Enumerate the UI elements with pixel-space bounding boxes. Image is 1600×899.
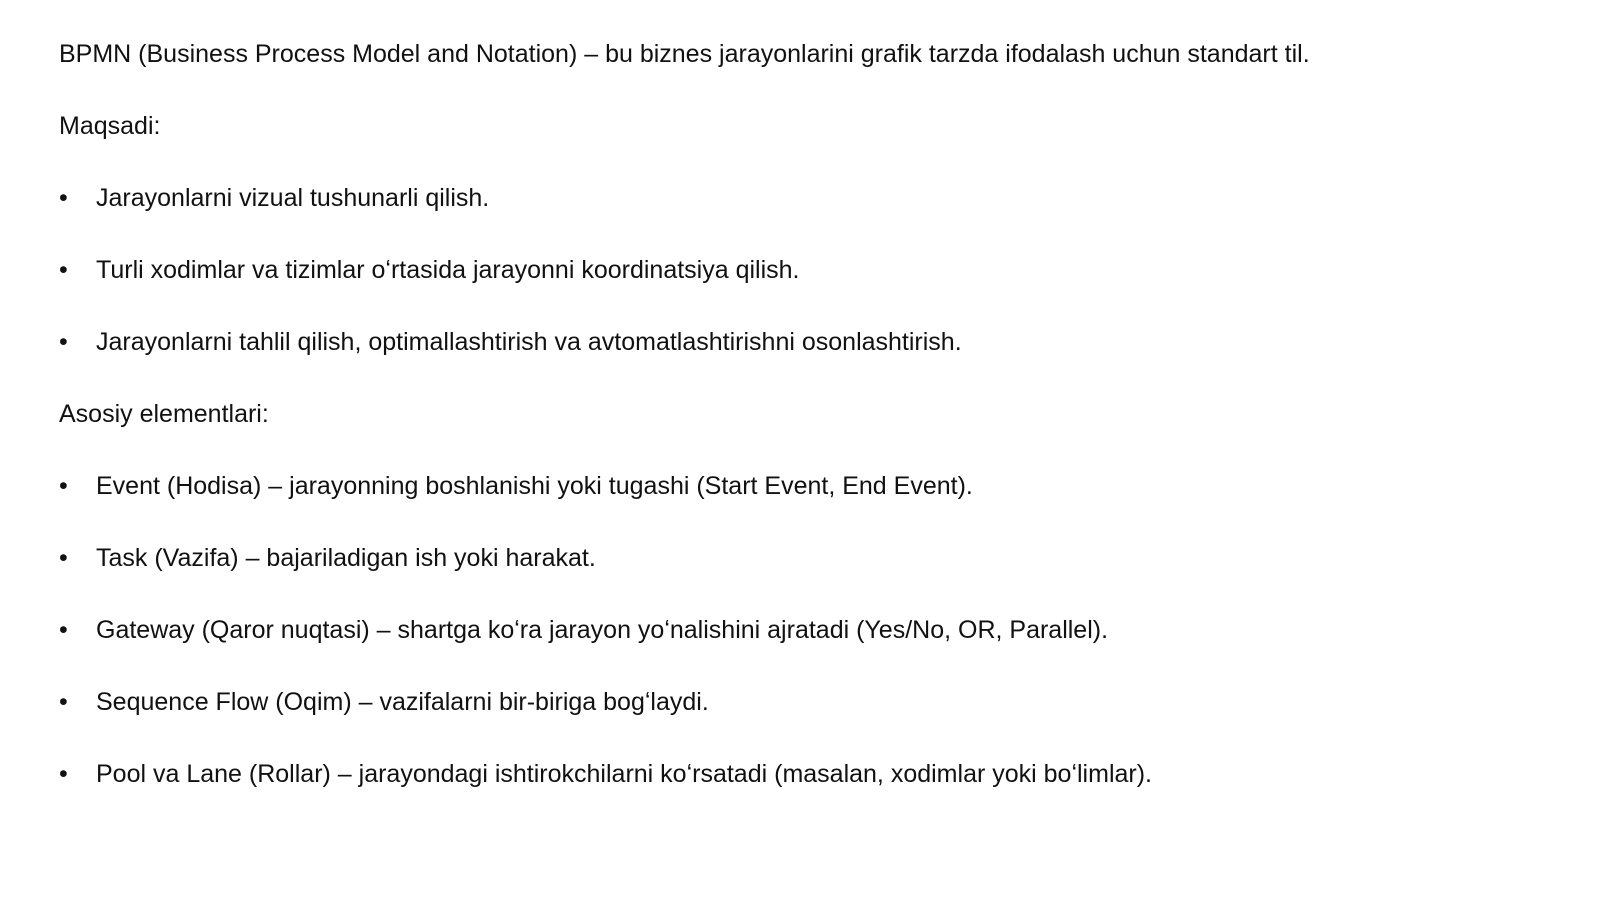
bullet-icon: • xyxy=(59,256,68,284)
goals-item-text: Turli xodimlar va tizimlar oʻrtasida jarayonni koordinatsiya qilish. xyxy=(96,256,800,284)
elements-list-item xyxy=(59,756,1539,792)
intro-paragraph: BPMN (Business Process Model and Notation) – bu biznes jarayonlarini grafik tarzda ifodalash uchun standart til. xyxy=(59,40,1310,68)
goals-list-item xyxy=(59,180,1539,216)
bullet-icon: • xyxy=(59,760,68,788)
elements-item-text: Event (Hodisa) – jarayonning boshlanishi yoki tugashi (Start Event, End Event). xyxy=(96,472,973,500)
elements-list-item xyxy=(59,684,1539,720)
goals-heading: Maqsadi: xyxy=(59,112,161,140)
slide-content xyxy=(59,36,1539,828)
goals-item-text: Jarayonlarni vizual tushunarli qilish. xyxy=(96,184,490,212)
goals-list-item xyxy=(59,252,1539,288)
elements-item-text: Task (Vazifa) – bajariladigan ish yoki harakat. xyxy=(96,544,596,572)
goals-item-text: Jarayonlarni tahlil qilish, optimallashtirish va avtomatlashtirishni osonlashtirish. xyxy=(96,328,962,356)
elements-heading: Asosiy elementlari: xyxy=(59,400,269,428)
bullet-icon: • xyxy=(59,184,68,212)
bullet-icon: • xyxy=(59,616,68,644)
elements-list-item xyxy=(59,612,1539,648)
elements-item-text: Gateway (Qaror nuqtasi) – shartga koʻra jarayon yoʻnalishini ajratadi (Yes/No, OR, Parallel). xyxy=(96,616,1109,644)
elements-item-text: Sequence Flow (Oqim) – vazifalarni bir-biriga bogʻlaydi. xyxy=(96,688,709,716)
bullet-icon: • xyxy=(59,688,68,716)
bullet-icon: • xyxy=(59,472,68,500)
elements-list-item xyxy=(59,468,1539,504)
bullet-icon: • xyxy=(59,328,68,356)
elements-item-text: Pool va Lane (Rollar) – jarayondagi ishtirokchilarni koʻrsatadi (masalan, xodimlar yoki boʻlimlar). xyxy=(96,760,1152,788)
bullet-icon: • xyxy=(59,544,68,572)
elements-list-item xyxy=(59,540,1539,576)
goals-list-item xyxy=(59,324,1539,360)
